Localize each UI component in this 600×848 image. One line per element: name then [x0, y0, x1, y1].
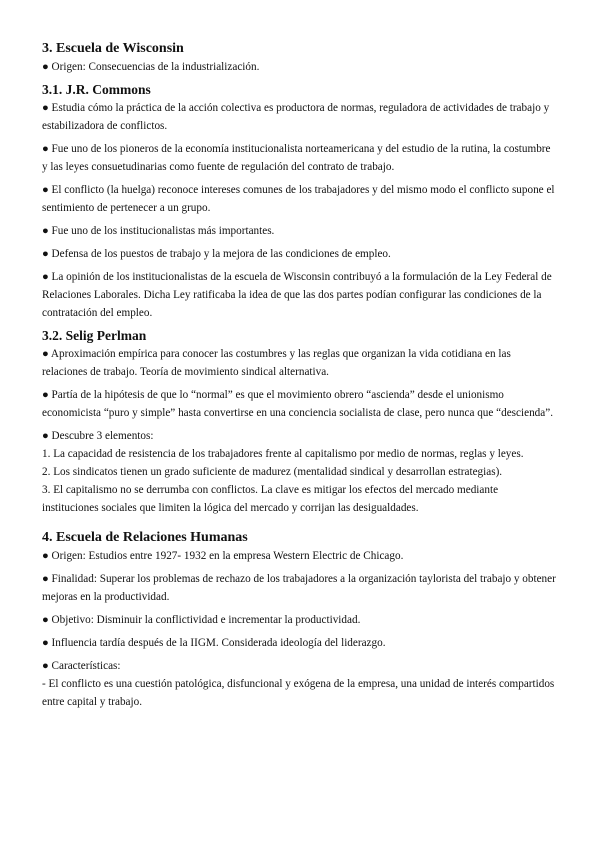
rh-bullet-3: ● Objetivo: Disminuir la conflictividad e incrementar la productividad. — [42, 614, 361, 626]
rh-bullet-1: ● Origen: Estudios entre 1927- 1932 en la empresa Western Electric de Chicago. — [42, 550, 404, 562]
section-3-1-heading: 3.1. J.R. Commons — [42, 82, 151, 97]
commons-bullet-3: ● El conflicto (la huelga) reconoce intereses comunes de los trabajadores y del mismo modo el conflicto supone el sentimiento de pertenecer a un grupo. — [42, 184, 555, 214]
perlman-element-1: 1. La capacidad de resistencia de los trabajadores frente al capitalismo por medio de normas, reglas y leyes. — [42, 448, 524, 460]
commons-bullet-6: ● La opinión de los institucionalistas de la escuela de Wisconsin contribuyó a la formulación de la Ley Federal de Relaciones Laborales. Dicha Ley ratificaba la idea de que las dos partes podían configurar las condiciones de la contratación del empleo. — [42, 271, 552, 319]
commons-bullet-5: ● Defensa de los puestos de trabajo y la mejora de las condiciones de empleo. — [42, 248, 391, 260]
rh-bullet-2: ● Finalidad: Superar los problemas de rechazo de los trabajadores a la organización taylorista del trabajo y obtener mejoras en la productividad. — [42, 573, 556, 603]
section-3-heading: 3. Escuela de Wisconsin — [42, 41, 184, 56]
perlman-element-3: 3. El capitalismo no se derrumba con conflictos. La clave es mitigar los efectos del mercado mediante instituciones sociales que limiten la lógica del mercado y corrijan las desigualdades. — [42, 484, 499, 514]
section-4-heading: 4. Escuela de Relaciones Humanas — [42, 530, 248, 545]
perlman-bullet-2: ● Partía de la hipótesis de que lo “normal” es que el movimiento obrero “ascienda” desde el unionismo economicista “puro y simple” hasta convertirse en una conciencia socialista de clase, pero nunca que “descienda”. — [42, 389, 553, 419]
perlman-element-2: 2. Los sindicatos tienen un grado suficiente de madurez (mentalidad sindical y desarrollan estrategias). — [42, 466, 503, 478]
commons-bullet-2: ● Fue uno de los pioneros de la economía institucionalista norteamericana y del estudio de la rutina, la costumbre y las leyes consuetudinarias como fuente de regulación del contrato de trabajo. — [42, 143, 551, 173]
rh-bullet-5: ● Características: — [42, 660, 121, 672]
rh-bullet-4: ● Influencia tardía después de la IIGM. Considerada ideología del liderazgo. — [42, 637, 386, 649]
section-3-origin: ● Origen: Consecuencias de la industrialización. — [42, 61, 260, 73]
rh-characteristic-1: - El conflicto es una cuestión patológica, disfuncional y exógena de la empresa, una unidad de interés compartidos entre capital y trabajo. — [42, 678, 555, 708]
perlman-bullet-3: ● Descubre 3 elementos: — [42, 430, 154, 442]
section-3-2-heading: 3.2. Selig Perlman — [42, 328, 147, 343]
commons-bullet-1: ● Estudia cómo la práctica de la acción colectiva es productora de normas, reguladora de actividades de trabajo y estabilizadora de conflictos. — [42, 102, 550, 132]
commons-bullet-4: ● Fue uno de los institucionalistas más importantes. — [42, 225, 275, 237]
perlman-bullet-1: ● Aproximación empírica para conocer las costumbres y las reglas que organizan la vida cotidiana en las relaciones de trabajo. Teoría de movimiento sindical alternativa. — [42, 348, 511, 378]
document-page — [42, 40, 557, 711]
